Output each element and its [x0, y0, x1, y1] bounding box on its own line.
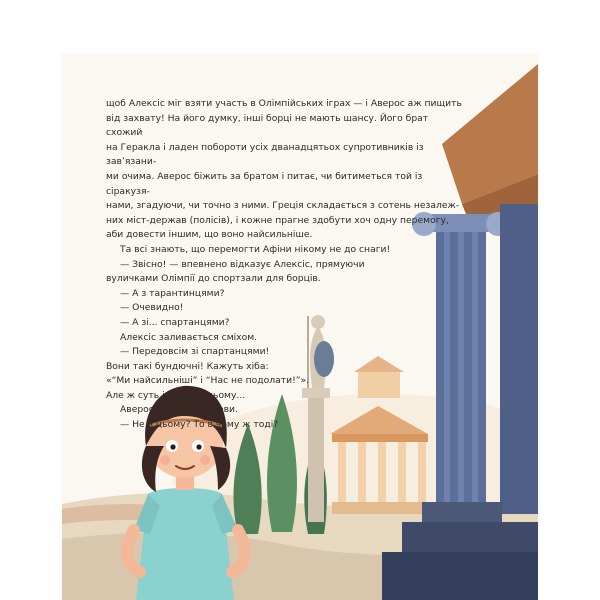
book-page — [62, 54, 538, 600]
story-line: нами, згадуючи, чи точно з ними. Греція складається з сотень незалеж- — [106, 200, 460, 212]
story-line: Алексіс заливається сміхом. — [120, 331, 258, 343]
story-line: вуличками Олімпії до спортзали для борців. — [106, 273, 321, 285]
story-line: — Передовсім зі спартанцями! — [120, 346, 270, 358]
story-line: Аверос насуплює брови. — [120, 404, 238, 416]
story-line: — Не в цьому? То в чому ж тоді? — [120, 419, 279, 431]
story-line: «“Ми найсильніші” і “Нас не подолати!”». — [106, 375, 310, 387]
story-line: — А зі... спартанцями? — [120, 316, 230, 328]
story-line: — А з тарантинцями? — [120, 287, 225, 299]
story-line: них міст-держав (полісів), і кожне прагне здобути хоч одну перемогу, — [106, 214, 449, 226]
story-line: аби довести іншим, що воно найсильніше. — [106, 229, 313, 241]
story-line: — Звісно! — впевнено відказує Алексіс, прямуючи — [120, 258, 365, 270]
story-line: — Очевидно! — [120, 302, 184, 314]
story-line: від захвату! На його думку, інші борці не мають шансу. Його брат схожий — [106, 112, 429, 139]
story-line: Але ж суть ігор не в цьому... — [106, 389, 246, 401]
story-line: на Геракла і ладен побороти усіх дванадцятьох супротивників із зав’язани- — [106, 141, 424, 168]
story-line: щоб Алексіс міг взяти участь в Олімпійських іграх — і Аверос аж пищить — [106, 98, 462, 109]
story-line: Вони такі бундючні! Кажуть хіба: — [106, 360, 269, 372]
story-line: ми очима. Аверос біжить за братом і питає, чи битиметься той із сіракузя- — [106, 170, 423, 197]
story-line: Та всі знають, що перемогти Афіни нікому не до снаги! — [120, 243, 391, 255]
story-text — [106, 97, 466, 433]
